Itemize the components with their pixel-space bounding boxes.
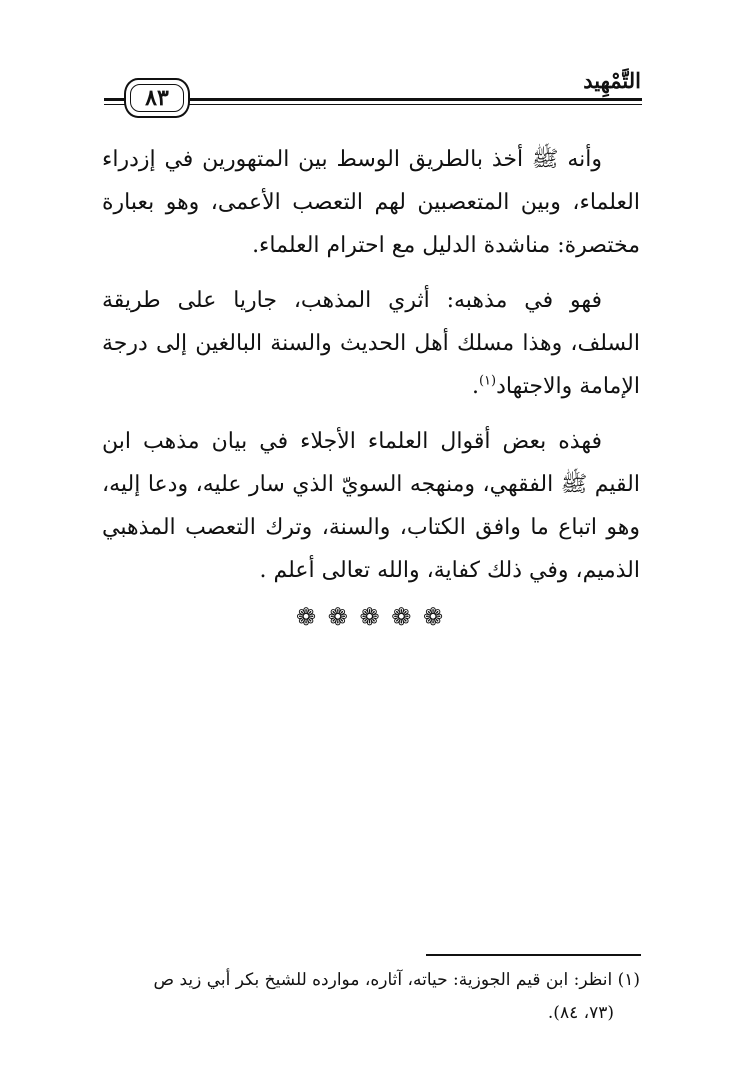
section-ornament [0, 603, 741, 631]
footnote-line-1: (١) انظر: ابن قيم الجوزية: حياته، آثاره، موارده للشيخ بكر أبي زيد ص [153, 970, 640, 990]
footnote-separator [426, 954, 641, 956]
footnote-1 [102, 964, 640, 1030]
flower-ornament-icon: ❁ [327, 603, 350, 631]
main-text [102, 138, 640, 604]
footnote-reference-1[interactable]: (١) [478, 373, 497, 389]
footnote-line-2: (٧٣، ٨٤). [547, 1003, 614, 1023]
page-number-frame [124, 78, 190, 118]
running-header-title: التَّمْهِيد [583, 68, 641, 93]
flower-ornament-icon: ❁ [359, 603, 382, 631]
flower-ornament-icon: ❁ [422, 603, 446, 631]
paragraph-2 [102, 279, 640, 408]
page-number: ٨٣ [145, 85, 169, 111]
paragraph-2-text: فهو في مذهبه: أثري المذهب، جاريا على طريقة السلف، وهذا مسلك أهل الحديث والسنة البالغين إلى درجة الإمامة والاجتهاد [102, 288, 640, 399]
paragraph-2-end: . [471, 374, 479, 399]
flower-ornament-icon: ❁ [295, 603, 319, 631]
flower-ornament-icon: ❁ [391, 603, 414, 631]
paragraph-1: وأنه ﷺ أخذ بالطريق الوسط بين المتهورين في إزدراء العلماء، وبين المتعصبين لهم التعصب الأعمى، وهو بعبارة مختصرة: مناشدة الدليل مع احترام العلماء. [102, 147, 640, 258]
paragraph-3: فهذه بعض أقوال العلماء الأجلاء في بيان مذهب ابن القيم ﷺ الفقهي، ومنهجه السويّ الذي سار عليه، ودعا إليه، وهو اتباع ما وافق الكتاب، والسنة، وترك التعصب المذهبي الذميم، وفي ذلك كفاية، والله تعالى أعلم . [102, 429, 640, 583]
